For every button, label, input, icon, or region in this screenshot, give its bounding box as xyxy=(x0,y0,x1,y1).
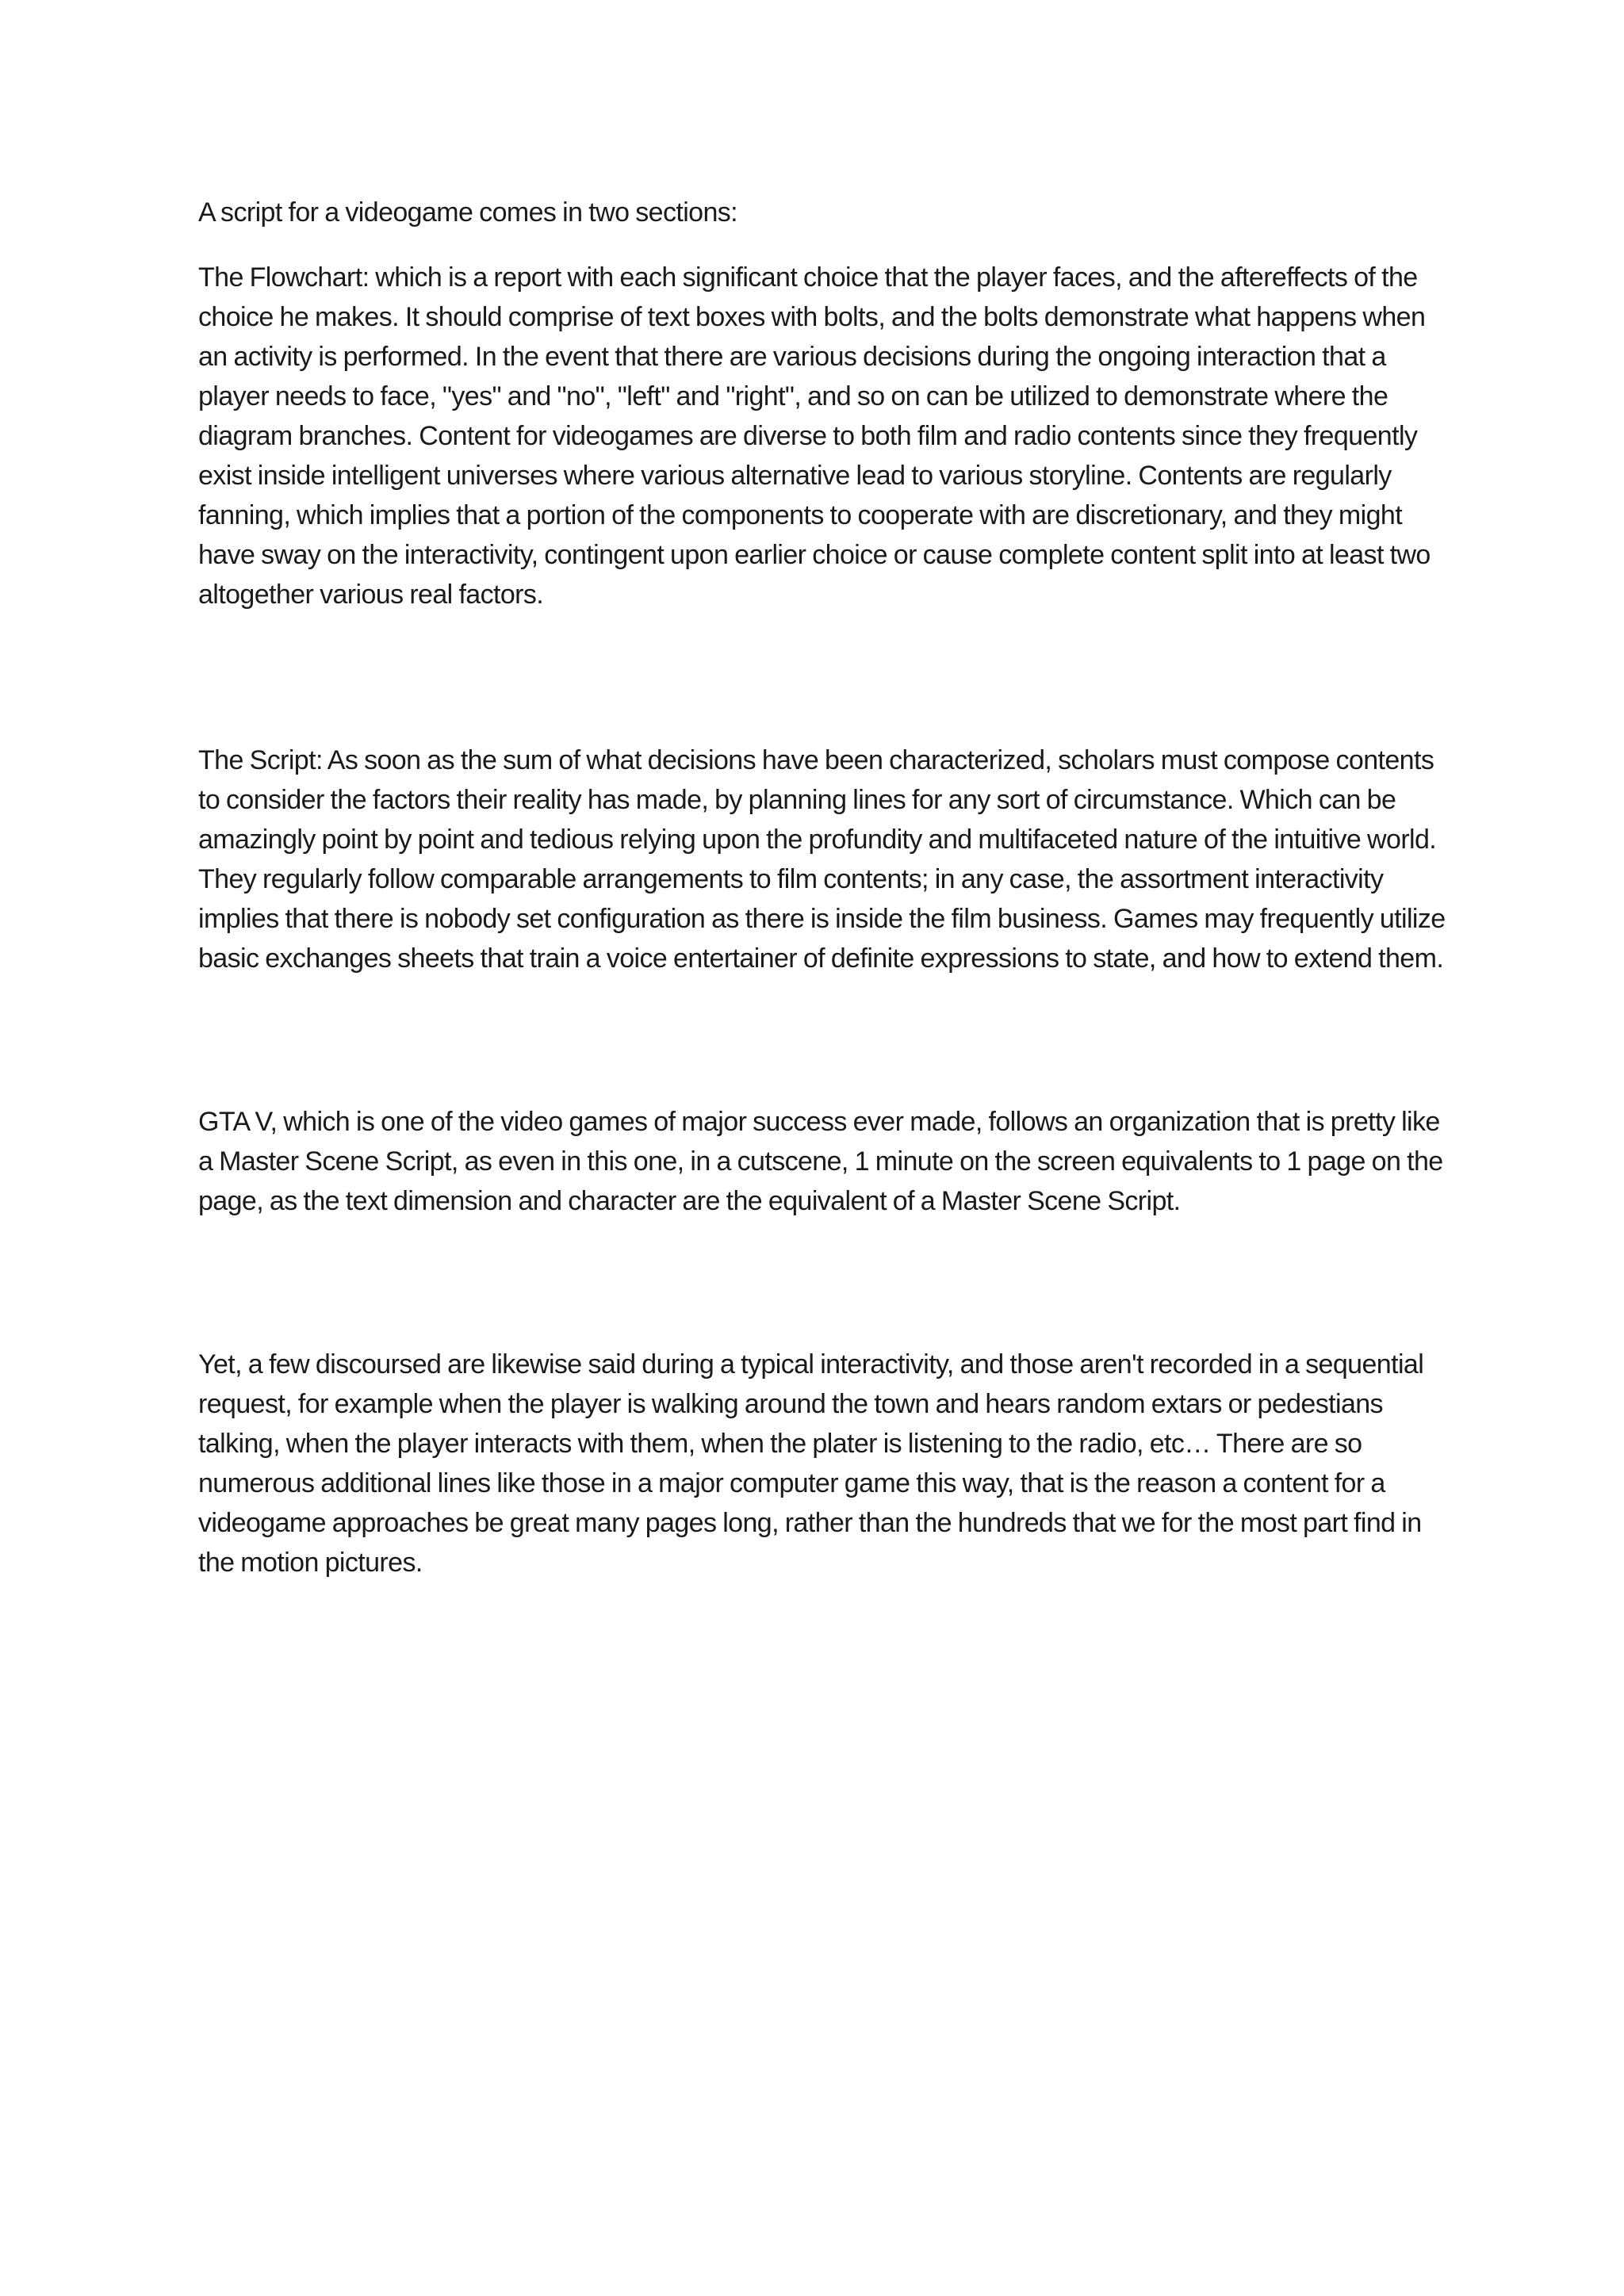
paragraph-dialogue-lines: Yet, a few discoursed are likewise said during a typical interactivity, and those aren't recorded in a sequential request, for example when the player is walking around the town and hears random extars or pedestians talking, when the player interacts with them, when the plater is listening to the radio, etc… There are so numerous additional lines like those in a major computer game this way, that is the reason a content for a videogame approaches be great many pages long, rather than the hundreds that we for the most part find in the motion pictures. xyxy=(198,1349,1424,1578)
intro-line: A script for a videogame comes in two sections: xyxy=(198,197,738,228)
paragraph-script: The Script: As soon as the sum of what decisions have been characterized, scholars must compose contents to consider the factors their reality has made, by planning lines for any sort of circumstance. Which can be amazingly point by point and tedious relying upon the profundity and multifaceted nature of the intuitive world. They regularly follow comparable arrangements to film contents; in any case, the assortment interactivity implies that there is nobody set configuration as there is inside the film business. Games may frequently utilize basic exchanges sheets that train a voice entertainer of definite expressions to state, and how to extend them. xyxy=(198,745,1446,974)
paragraph-gta-v: GTA V, which is one of the video games of major success ever made, follows an organization that is pretty like a Master Scene Script, as even in this one, in a cutscene, 1 minute on the screen equivalents to 1 page on the page, as the text dimension and character are the equivalent of a Master Scene Script. xyxy=(198,1107,1443,1216)
paragraph-flowchart: The Flowchart: which is a report with each significant choice that the player faces, and the aftereffects of the choice he makes. It should comprise of text boxes with bolts, and the bolts demonstrate what happens when an activity is performed. In the event that there are various decisions during the ongoing interaction that a player needs to face, "yes" and "no", "left" and "right", and so on can be utilized to demonstrate where the diagram branches. Content for videogames are diverse to both film and radio contents since they frequently exist inside intelligent universes where various alternative lead to various storyline. Contents are regularly fanning, which implies that a portion of the components to cooperate with are discretionary, and they might have sway on the interactivity, contingent upon earlier choice or cause complete content split into at least two altogether various real factors. xyxy=(198,262,1431,610)
